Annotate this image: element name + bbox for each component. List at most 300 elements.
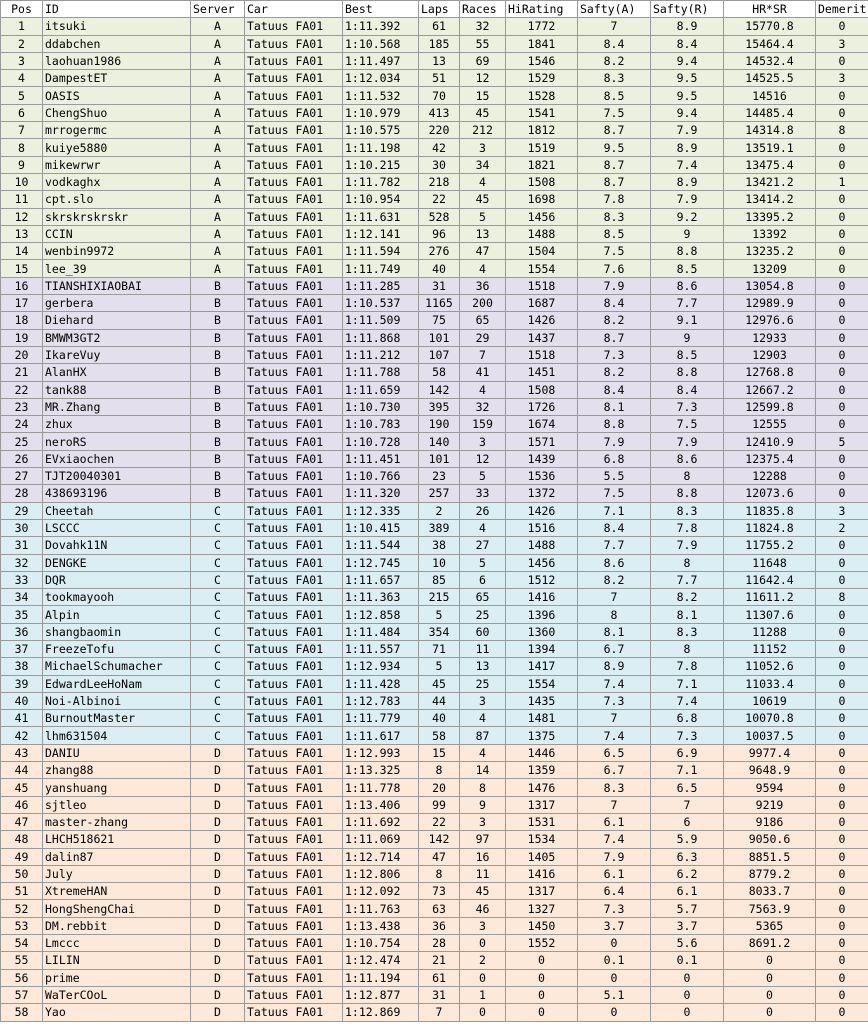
cell-id: DampestET	[43, 70, 191, 87]
cell-hirating: 1405	[506, 848, 578, 865]
cell-id: mrrogermc	[43, 122, 191, 139]
cell-races: 2	[460, 952, 506, 969]
cell-safty-r: 6.1	[651, 883, 724, 900]
cell-pos: 58	[1, 1004, 43, 1021]
cell-hr-sr: 0	[724, 952, 816, 969]
table-row	[1, 831, 868, 848]
cell-hirating: 1812	[506, 122, 578, 139]
cell-hr-sr: 11755.2	[724, 537, 816, 554]
cell-car: Tatuus FA01	[245, 18, 343, 35]
cell-car: Tatuus FA01	[245, 277, 343, 294]
cell-pos: 1	[1, 18, 43, 35]
cell-hirating: 1541	[506, 104, 578, 121]
table-row	[1, 519, 868, 536]
cell-hr-sr: 9050.6	[724, 831, 816, 848]
cell-best: 1:11.285	[343, 277, 419, 294]
cell-car: Tatuus FA01	[245, 606, 343, 623]
cell-safty-a: 7	[578, 18, 651, 35]
cell-demerit: 0	[816, 260, 868, 277]
cell-pos: 56	[1, 969, 43, 986]
cell-hirating: 1476	[506, 779, 578, 796]
cell-best: 1:12.877	[343, 986, 419, 1003]
table-row	[1, 900, 868, 917]
cell-pos: 35	[1, 606, 43, 623]
cell-safty-a: 8.7	[578, 156, 651, 173]
cell-safty-a: 6.7	[578, 640, 651, 657]
cell-car: Tatuus FA01	[245, 952, 343, 969]
cell-hirating: 1687	[506, 295, 578, 312]
cell-car: Tatuus FA01	[245, 243, 343, 260]
cell-id: Cheetah	[43, 502, 191, 519]
cell-safty-r: 8.1	[651, 606, 724, 623]
cell-id: zhux	[43, 416, 191, 433]
header-best: Best	[343, 1, 419, 18]
cell-server: C	[191, 571, 245, 588]
cell-best: 1:12.993	[343, 744, 419, 761]
cell-server: A	[191, 156, 245, 173]
cell-hr-sr: 12073.6	[724, 485, 816, 502]
cell-races: 4	[460, 710, 506, 727]
cell-safty-r: 9.2	[651, 208, 724, 225]
cell-laps: 185	[419, 35, 460, 52]
cell-hr-sr: 14525.5	[724, 70, 816, 87]
cell-safty-a: 7.3	[578, 692, 651, 709]
cell-pos: 27	[1, 468, 43, 485]
cell-laps: 395	[419, 398, 460, 415]
cell-best: 1:11.497	[343, 52, 419, 69]
cell-safty-a: 8.4	[578, 519, 651, 536]
cell-races: 41	[460, 364, 506, 381]
cell-demerit: 0	[816, 537, 868, 554]
cell-car: Tatuus FA01	[245, 969, 343, 986]
cell-best: 1:12.141	[343, 225, 419, 242]
cell-best: 1:10.415	[343, 519, 419, 536]
cell-races: 5	[460, 208, 506, 225]
cell-best: 1:12.783	[343, 692, 419, 709]
table-row	[1, 917, 868, 934]
cell-hr-sr: 13475.4	[724, 156, 816, 173]
cell-id: MR.Zhang	[43, 398, 191, 415]
cell-best: 1:11.631	[343, 208, 419, 225]
cell-races: 15	[460, 87, 506, 104]
cell-hr-sr: 8851.5	[724, 848, 816, 865]
cell-demerit: 0	[816, 468, 868, 485]
cell-id: AlanHX	[43, 364, 191, 381]
cell-server: B	[191, 416, 245, 433]
cell-pos: 33	[1, 571, 43, 588]
cell-car: Tatuus FA01	[245, 156, 343, 173]
cell-id: Diehard	[43, 312, 191, 329]
cell-safty-r: 6.2	[651, 865, 724, 882]
cell-laps: 61	[419, 969, 460, 986]
cell-pos: 51	[1, 883, 43, 900]
cell-id: FreezeTofu	[43, 640, 191, 657]
cell-safty-r: 7.9	[651, 191, 724, 208]
cell-id: DENGKE	[43, 554, 191, 571]
cell-demerit: 0	[816, 295, 868, 312]
cell-server: C	[191, 537, 245, 554]
cell-hr-sr: 9648.9	[724, 762, 816, 779]
cell-id: IkareVuy	[43, 346, 191, 363]
cell-safty-a: 7.5	[578, 485, 651, 502]
cell-safty-a: 3.7	[578, 917, 651, 934]
cell-best: 1:11.509	[343, 312, 419, 329]
cell-car: Tatuus FA01	[245, 346, 343, 363]
cell-races: 7	[460, 346, 506, 363]
cell-demerit: 0	[816, 277, 868, 294]
cell-safty-a: 8.9	[578, 658, 651, 675]
cell-safty-r: 8.3	[651, 502, 724, 519]
cell-hirating: 1372	[506, 485, 578, 502]
cell-car: Tatuus FA01	[245, 502, 343, 519]
cell-pos: 4	[1, 70, 43, 87]
cell-pos: 8	[1, 139, 43, 156]
cell-demerit: 0	[816, 416, 868, 433]
cell-best: 1:11.788	[343, 364, 419, 381]
cell-id: ChengShuo	[43, 104, 191, 121]
cell-safty-a: 7.5	[578, 243, 651, 260]
cell-hirating: 1359	[506, 762, 578, 779]
cell-hirating: 1528	[506, 87, 578, 104]
table-row	[1, 346, 868, 363]
cell-best: 1:10.783	[343, 416, 419, 433]
cell-pos: 14	[1, 243, 43, 260]
cell-server: A	[191, 18, 245, 35]
cell-hr-sr: 14532.4	[724, 52, 816, 69]
cell-server: C	[191, 502, 245, 519]
cell-server: C	[191, 606, 245, 623]
cell-hr-sr: 15464.4	[724, 35, 816, 52]
cell-id: tookmayooh	[43, 589, 191, 606]
cell-demerit: 1	[816, 173, 868, 190]
cell-hirating: 1435	[506, 692, 578, 709]
cell-best: 1:11.692	[343, 813, 419, 830]
cell-server: B	[191, 398, 245, 415]
table-row	[1, 191, 868, 208]
header-hirating: HiRating	[506, 1, 578, 18]
cell-id: LHCH518621	[43, 831, 191, 848]
cell-server: C	[191, 675, 245, 692]
cell-safty-r: 5.6	[651, 935, 724, 952]
cell-best: 1:13.325	[343, 762, 419, 779]
cell-demerit: 0	[816, 692, 868, 709]
cell-id: July	[43, 865, 191, 882]
cell-hr-sr: 12768.8	[724, 364, 816, 381]
cell-id: laohuan1986	[43, 52, 191, 69]
cell-car: Tatuus FA01	[245, 364, 343, 381]
cell-demerit: 0	[816, 813, 868, 830]
cell-id: wenbin9972	[43, 243, 191, 260]
cell-car: Tatuus FA01	[245, 398, 343, 415]
table-row	[1, 277, 868, 294]
cell-laps: 63	[419, 900, 460, 917]
cell-hirating: 1529	[506, 70, 578, 87]
cell-demerit: 0	[816, 865, 868, 882]
cell-server: D	[191, 900, 245, 917]
cell-server: D	[191, 952, 245, 969]
cell-races: 12	[460, 70, 506, 87]
cell-best: 1:11.617	[343, 727, 419, 744]
cell-car: Tatuus FA01	[245, 122, 343, 139]
cell-demerit: 0	[816, 848, 868, 865]
cell-laps: 220	[419, 122, 460, 139]
cell-hirating: 1531	[506, 813, 578, 830]
cell-pos: 12	[1, 208, 43, 225]
table-row	[1, 173, 868, 190]
cell-hr-sr: 11642.4	[724, 571, 816, 588]
cell-best: 1:11.363	[343, 589, 419, 606]
cell-races: 27	[460, 537, 506, 554]
cell-laps: 413	[419, 104, 460, 121]
cell-laps: 73	[419, 883, 460, 900]
cell-demerit: 0	[816, 658, 868, 675]
cell-car: Tatuus FA01	[245, 416, 343, 433]
cell-laps: 21	[419, 952, 460, 969]
cell-races: 4	[460, 519, 506, 536]
cell-server: B	[191, 295, 245, 312]
cell-server: B	[191, 450, 245, 467]
table-row	[1, 710, 868, 727]
cell-best: 1:10.575	[343, 122, 419, 139]
table-row	[1, 935, 868, 952]
cell-pos: 25	[1, 433, 43, 450]
cell-hr-sr: 11611.2	[724, 589, 816, 606]
cell-laps: 389	[419, 519, 460, 536]
table-row	[1, 52, 868, 69]
table-row	[1, 623, 868, 640]
cell-safty-r: 8.8	[651, 243, 724, 260]
cell-safty-a: 7.6	[578, 260, 651, 277]
cell-best: 1:13.438	[343, 917, 419, 934]
table-row	[1, 225, 868, 242]
cell-id: lee_39	[43, 260, 191, 277]
cell-safty-a: 7	[578, 796, 651, 813]
cell-demerit: 0	[816, 623, 868, 640]
cell-car: Tatuus FA01	[245, 295, 343, 312]
cell-races: 3	[460, 433, 506, 450]
cell-laps: 23	[419, 468, 460, 485]
cell-demerit: 0	[816, 329, 868, 346]
cell-hirating: 1317	[506, 796, 578, 813]
cell-car: Tatuus FA01	[245, 139, 343, 156]
table-row	[1, 398, 868, 415]
cell-laps: 10	[419, 554, 460, 571]
cell-best: 1:12.092	[343, 883, 419, 900]
cell-server: D	[191, 1004, 245, 1021]
cell-laps: 218	[419, 173, 460, 190]
table-row	[1, 986, 868, 1003]
cell-safty-r: 7.1	[651, 675, 724, 692]
cell-server: A	[191, 70, 245, 87]
cell-best: 1:12.335	[343, 502, 419, 519]
cell-safty-a: 8.3	[578, 208, 651, 225]
cell-safty-r: 8.9	[651, 173, 724, 190]
cell-id: Noi-Albinoi	[43, 692, 191, 709]
cell-best: 1:11.763	[343, 900, 419, 917]
cell-races: 46	[460, 900, 506, 917]
table-row	[1, 883, 868, 900]
cell-best: 1:11.778	[343, 779, 419, 796]
cell-safty-a: 6.7	[578, 762, 651, 779]
cell-hirating: 1508	[506, 173, 578, 190]
cell-pos: 45	[1, 779, 43, 796]
cell-safty-a: 8.2	[578, 571, 651, 588]
cell-hr-sr: 11033.4	[724, 675, 816, 692]
cell-hr-sr: 11152	[724, 640, 816, 657]
cell-car: Tatuus FA01	[245, 173, 343, 190]
cell-safty-r: 7.3	[651, 398, 724, 415]
cell-races: 200	[460, 295, 506, 312]
cell-races: 3	[460, 917, 506, 934]
cell-best: 1:12.806	[343, 865, 419, 882]
cell-best: 1:12.858	[343, 606, 419, 623]
cell-hr-sr: 12410.9	[724, 433, 816, 450]
cell-car: Tatuus FA01	[245, 537, 343, 554]
cell-id: CCIN	[43, 225, 191, 242]
cell-server: A	[191, 87, 245, 104]
cell-hr-sr: 12989.9	[724, 295, 816, 312]
cell-best: 1:12.934	[343, 658, 419, 675]
table-row	[1, 640, 868, 657]
table-row	[1, 295, 868, 312]
cell-hirating: 1821	[506, 156, 578, 173]
cell-safty-r: 6.3	[651, 848, 724, 865]
table-row	[1, 208, 868, 225]
cell-safty-a: 7.3	[578, 900, 651, 917]
header-demerit: Demerit	[816, 1, 868, 18]
cell-hirating: 1546	[506, 52, 578, 69]
cell-races: 33	[460, 485, 506, 502]
cell-safty-r: 8.4	[651, 381, 724, 398]
cell-hr-sr: 13519.1	[724, 139, 816, 156]
cell-laps: 36	[419, 917, 460, 934]
cell-pos: 16	[1, 277, 43, 294]
cell-car: Tatuus FA01	[245, 935, 343, 952]
cell-laps: 40	[419, 710, 460, 727]
cell-hirating: 1416	[506, 589, 578, 606]
cell-safty-a: 6.5	[578, 744, 651, 761]
cell-laps: 61	[419, 18, 460, 35]
cell-best: 1:12.869	[343, 1004, 419, 1021]
table-row	[1, 658, 868, 675]
cell-server: D	[191, 865, 245, 882]
cell-pos: 2	[1, 35, 43, 52]
cell-hirating: 1508	[506, 381, 578, 398]
cell-hirating: 1317	[506, 883, 578, 900]
table-row	[1, 848, 868, 865]
cell-safty-a: 0	[578, 935, 651, 952]
cell-demerit: 0	[816, 450, 868, 467]
cell-laps: 22	[419, 813, 460, 830]
cell-id: cpt.slo	[43, 191, 191, 208]
cell-safty-r: 9	[651, 225, 724, 242]
cell-car: Tatuus FA01	[245, 35, 343, 52]
cell-hirating: 1512	[506, 571, 578, 588]
table-row	[1, 796, 868, 813]
cell-races: 6	[460, 571, 506, 588]
cell-demerit: 8	[816, 122, 868, 139]
cell-id: zhang88	[43, 762, 191, 779]
cell-races: 3	[460, 692, 506, 709]
cell-best: 1:11.749	[343, 260, 419, 277]
cell-safty-a: 8.4	[578, 35, 651, 52]
cell-laps: 28	[419, 935, 460, 952]
cell-races: 87	[460, 727, 506, 744]
cell-laps: 47	[419, 848, 460, 865]
table-row	[1, 779, 868, 796]
cell-races: 36	[460, 277, 506, 294]
cell-races: 3	[460, 139, 506, 156]
cell-laps: 107	[419, 346, 460, 363]
cell-safty-r: 7.5	[651, 416, 724, 433]
cell-car: Tatuus FA01	[245, 571, 343, 588]
cell-demerit: 0	[816, 398, 868, 415]
cell-car: Tatuus FA01	[245, 658, 343, 675]
cell-safty-a: 0	[578, 969, 651, 986]
cell-safty-a: 7.9	[578, 277, 651, 294]
cell-races: 0	[460, 1004, 506, 1021]
cell-races: 65	[460, 589, 506, 606]
cell-safty-a: 8.4	[578, 295, 651, 312]
cell-demerit: 0	[816, 952, 868, 969]
cell-pos: 48	[1, 831, 43, 848]
cell-hr-sr: 0	[724, 1004, 816, 1021]
header-row	[1, 1, 868, 18]
cell-id: skrskrskrskr	[43, 208, 191, 225]
cell-hirating: 1841	[506, 35, 578, 52]
cell-car: Tatuus FA01	[245, 640, 343, 657]
cell-hr-sr: 8033.7	[724, 883, 816, 900]
cell-safty-r: 8	[651, 640, 724, 657]
cell-races: 55	[460, 35, 506, 52]
cell-hirating: 1518	[506, 346, 578, 363]
cell-demerit: 0	[816, 571, 868, 588]
cell-demerit: 0	[816, 243, 868, 260]
cell-pos: 53	[1, 917, 43, 934]
cell-hr-sr: 9186	[724, 813, 816, 830]
cell-laps: 30	[419, 156, 460, 173]
cell-id: TIANSHIXIAOBAI	[43, 277, 191, 294]
cell-server: D	[191, 848, 245, 865]
cell-id: OASIS	[43, 87, 191, 104]
cell-safty-a: 6.4	[578, 883, 651, 900]
cell-server: B	[191, 329, 245, 346]
cell-id: itsuki	[43, 18, 191, 35]
cell-id: vodkaghx	[43, 173, 191, 190]
cell-demerit: 0	[816, 640, 868, 657]
cell-pos: 57	[1, 986, 43, 1003]
cell-hirating: 1446	[506, 744, 578, 761]
cell-best: 1:10.537	[343, 295, 419, 312]
cell-best: 1:11.212	[343, 346, 419, 363]
cell-server: C	[191, 589, 245, 606]
cell-races: 9	[460, 796, 506, 813]
header-hr-sr: HR*SR	[724, 1, 816, 18]
cell-hr-sr: 13392	[724, 225, 816, 242]
cell-hirating: 1554	[506, 675, 578, 692]
cell-demerit: 0	[816, 917, 868, 934]
cell-races: 1	[460, 986, 506, 1003]
table-row	[1, 744, 868, 761]
cell-server: C	[191, 692, 245, 709]
cell-safty-r: 6.8	[651, 710, 724, 727]
cell-laps: 5	[419, 606, 460, 623]
cell-car: Tatuus FA01	[245, 381, 343, 398]
cell-safty-a: 7.7	[578, 537, 651, 554]
cell-safty-r: 7.3	[651, 727, 724, 744]
cell-hr-sr: 9219	[724, 796, 816, 813]
cell-best: 1:11.320	[343, 485, 419, 502]
